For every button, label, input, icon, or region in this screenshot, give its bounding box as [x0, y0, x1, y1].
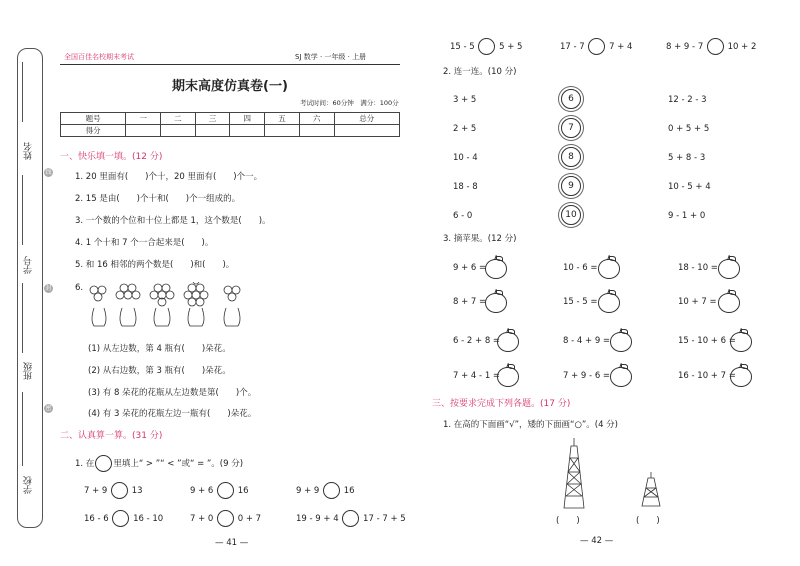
s1-q6a: (1) 从左边数，第 4 瓶有( )朵花。	[88, 344, 231, 354]
connect-right-item[interactable]: 5 + 8 - 3	[668, 153, 706, 163]
compare-item	[296, 510, 406, 528]
short-answer-blank[interactable]: ( )	[636, 516, 660, 526]
apple-icon[interactable]	[485, 293, 507, 313]
vase-3	[150, 284, 174, 326]
vase-2	[116, 284, 140, 326]
apple-equation: 6 - 2 + 8 =	[453, 336, 501, 346]
compare-left: 19 - 9 + 4	[296, 514, 339, 524]
number-circle[interactable]: 6	[561, 89, 581, 109]
section1-heading: 一、快乐填一填。(12 分)	[60, 152, 163, 162]
s1-q5: 5. 和 16 相邻的两个数是( )和( )。	[75, 260, 235, 270]
apple-icon[interactable]	[610, 332, 632, 352]
s1-q1: 1. 20 里面有( )个十，20 里面有( )个一。	[75, 172, 263, 182]
apple-icon[interactable]	[598, 259, 620, 279]
connect-heading: 2. 连一连。(10 分)	[443, 67, 517, 77]
score-input[interactable]	[334, 125, 399, 137]
name-label: 姓名	[24, 142, 34, 160]
compare-circle[interactable]	[707, 38, 724, 55]
score-cell: 四	[230, 113, 265, 125]
student-id-label: 学号	[24, 256, 34, 274]
score-cell: 五	[265, 113, 300, 125]
score-cell: 题号	[61, 113, 126, 125]
number-circle[interactable]: 8	[561, 147, 581, 167]
compare-item	[190, 482, 249, 500]
class-line	[22, 283, 23, 353]
section3-heading: 三、按要求完成下列各题。(17 分)	[432, 399, 571, 409]
connect-left-item[interactable]: 18 - 8	[453, 182, 478, 192]
score-input[interactable]	[161, 125, 196, 137]
apple-equation: 15 - 5 =	[563, 297, 598, 307]
score-cell: 总分	[334, 113, 399, 125]
apple-icon[interactable]	[718, 293, 740, 313]
school-label: 学校	[24, 476, 34, 494]
score-input[interactable]	[230, 125, 265, 137]
compare-item	[190, 510, 261, 528]
apple-equation: 15 - 10 + 6 =	[678, 336, 736, 346]
flower-vases-illustration	[84, 282, 254, 330]
s1-q6: 6.	[75, 283, 84, 293]
compare-left: 16 - 6	[84, 514, 109, 524]
tall-answer-blank[interactable]: ( )	[556, 516, 580, 526]
vase-1	[90, 286, 106, 326]
apple-equation: 16 - 10 + 7 =	[678, 371, 736, 381]
compare-circle[interactable]	[217, 482, 234, 499]
apple-equation: 10 - 6 =	[563, 263, 598, 273]
compare-right: 16	[237, 486, 249, 496]
s2-q1-pre: 1. 在	[75, 459, 95, 469]
connect-right-item[interactable]: 10 - 5 + 4	[668, 182, 711, 192]
compare-right: 7 + 4	[609, 42, 633, 52]
vase-4	[184, 282, 208, 326]
number-circle[interactable]: 9	[561, 176, 581, 196]
page-number-right: — 42 —	[580, 536, 614, 546]
apple-icon[interactable]	[730, 367, 752, 387]
apple-icon[interactable]	[718, 259, 740, 279]
id-line	[22, 175, 23, 245]
tall-tower-icon	[564, 438, 584, 508]
number-circle[interactable]: 7	[561, 118, 581, 138]
circle-blank-icon	[95, 455, 112, 472]
score-cell: 二	[161, 113, 196, 125]
s2-q1	[75, 455, 243, 473]
s1-q4: 4. 1 个十和 7 个一合起来是( )。	[75, 238, 214, 248]
compare-right: 10 + 2	[727, 42, 757, 52]
seal-line-mark: 线	[45, 169, 52, 176]
section2-heading: 二、认真算一算。(31 分)	[60, 431, 163, 441]
compare-right: 16	[343, 486, 355, 496]
connect-left-item[interactable]: 3 + 5	[453, 95, 477, 105]
compare-item	[84, 482, 143, 500]
connect-left-item[interactable]: 10 - 4	[453, 153, 478, 163]
apple-equation: 18 - 10 =	[678, 263, 718, 273]
subject-label: SJ 数学 · 一年级 · 上册	[295, 53, 367, 61]
compare-circle[interactable]	[217, 510, 234, 527]
score-input[interactable]	[126, 125, 161, 137]
compare-circle[interactable]	[588, 38, 605, 55]
short-tower-icon	[642, 472, 660, 506]
compare-right: 16 - 10	[133, 514, 164, 524]
number-circle[interactable]: 10	[561, 205, 581, 225]
compare-left: 15 - 5	[450, 42, 475, 52]
apple-icon[interactable]	[610, 367, 632, 387]
compare-circle[interactable]	[323, 482, 340, 499]
apple-icon[interactable]	[485, 259, 507, 279]
school-line	[22, 392, 23, 466]
compare-item	[84, 510, 163, 528]
page-title: 期末高度仿真卷(一)	[172, 79, 288, 94]
score-input[interactable]	[265, 125, 300, 137]
towers-illustration	[556, 438, 666, 510]
connect-right-item[interactable]: 9 - 1 + 0	[668, 211, 706, 221]
compare-left: 7 + 9	[84, 486, 108, 496]
compare-left: 7 + 0	[190, 514, 214, 524]
connect-left-item[interactable]: 2 + 5	[453, 124, 477, 134]
apple-icon[interactable]	[730, 332, 752, 352]
header-rule	[60, 64, 400, 65]
compare-circle[interactable]	[342, 510, 359, 527]
apple-equation: 8 + 7 =	[453, 297, 487, 307]
series-title: 全国百佳名校期末考试	[64, 53, 134, 61]
seal-seal-mark: 封	[45, 285, 52, 292]
score-table	[60, 112, 400, 137]
apples-heading: 3. 摘苹果。(12 分)	[443, 234, 517, 244]
s1-q3: 3. 一个数的个位和十位上都是 1，这个数是( )。	[75, 216, 271, 226]
compare-item	[296, 482, 355, 500]
apple-equation: 7 + 4 - 1 =	[453, 371, 501, 381]
compare-circle[interactable]	[478, 38, 495, 55]
apple-equation: 7 + 9 - 6 =	[563, 371, 611, 381]
compare-right: 13	[131, 486, 143, 496]
apple-icon[interactable]	[497, 332, 519, 352]
apple-icon[interactable]	[598, 293, 620, 313]
compare-circle[interactable]	[111, 482, 128, 499]
compare-item	[560, 38, 632, 56]
compare-left: 9 + 6	[190, 486, 214, 496]
compare-right: 0 + 7	[237, 514, 262, 524]
compare-left: 9 + 9	[296, 486, 320, 496]
compare-left: 8 + 9 - 7	[666, 42, 704, 52]
s2-q1-post: 里填上“ > ”“ < ”或“ = ”。(9 分)	[113, 459, 244, 469]
compare-item	[666, 38, 756, 56]
score-cell: 一	[126, 113, 161, 125]
connect-right-item[interactable]: 0 + 5 + 5	[668, 124, 710, 134]
score-cell: 得分	[61, 125, 126, 137]
compare-right: 17 - 7 + 5	[363, 514, 406, 524]
score-cell: 六	[299, 113, 334, 125]
vase-5	[224, 286, 240, 326]
connect-left-item[interactable]: 6 - 0	[453, 211, 473, 221]
s3-q1: 1. 在高的下面画“√”，矮的下面画“○”。(4 分)	[443, 420, 619, 430]
apple-icon[interactable]	[497, 367, 519, 387]
score-input[interactable]	[299, 125, 334, 137]
class-label: 班级	[24, 362, 34, 380]
s1-q6d: (4) 有 3 朵花的花瓶左边一瓶有( )朵花。	[88, 409, 257, 419]
connect-right-item[interactable]: 12 - 2 - 3	[668, 95, 707, 105]
compare-item	[450, 38, 522, 56]
s1-q6c: (3) 有 8 朵花的花瓶从左边数是第( )个。	[88, 388, 257, 398]
compare-left: 17 - 7	[560, 42, 585, 52]
apple-equation: 10 + 7 =	[678, 297, 717, 307]
apple-equation: 9 + 6 =	[453, 263, 487, 273]
score-input[interactable]	[195, 125, 230, 137]
compare-circle[interactable]	[112, 510, 129, 527]
exam-info: 考试时间：60分钟 满分：100分	[300, 99, 399, 107]
name-line	[22, 62, 23, 122]
s1-q2: 2. 15 是由( )个十和( )个一组成的。	[75, 194, 241, 204]
seal-secret-mark: 密	[45, 405, 52, 412]
compare-right: 5 + 5	[499, 42, 523, 52]
apple-equation: 8 - 4 + 9 =	[563, 336, 611, 346]
s1-q6b: (2) 从右边数，第 3 瓶有( )朵花。	[88, 366, 231, 376]
score-cell: 三	[195, 113, 230, 125]
page-number-left: — 41 —	[215, 538, 249, 548]
binding-strip	[17, 48, 43, 528]
